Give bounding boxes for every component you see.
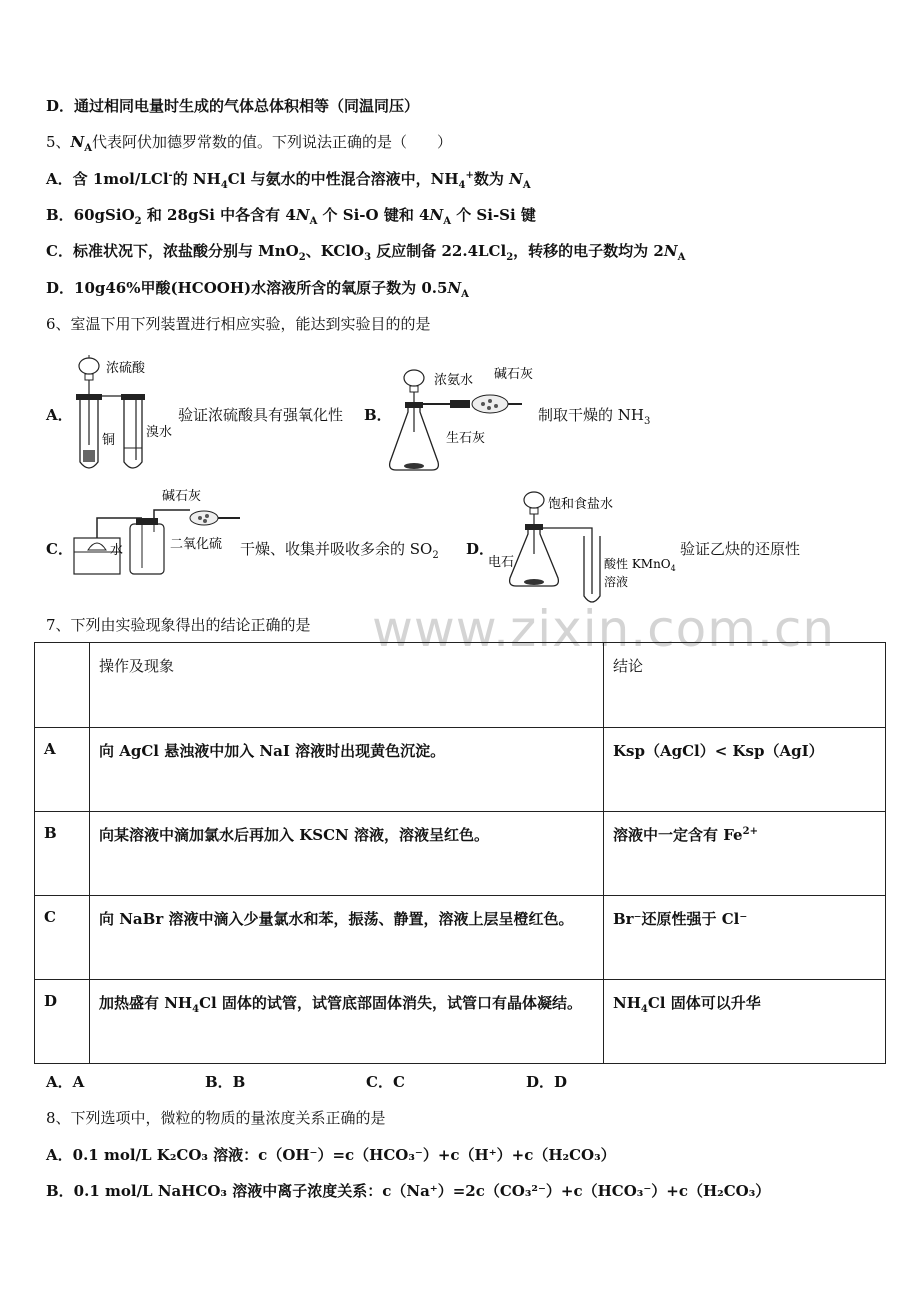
q6-c-label: C． xyxy=(46,540,73,558)
apparatus-c-diagram xyxy=(70,488,242,578)
apparatus-a-diagram xyxy=(66,350,176,475)
q6-b-text: 制取干燥的 $NH_3$ xyxy=(538,406,651,427)
q5-option-d: D．10g46%甲酸(HCOOH)水溶液所含的氧原子数为 $0.5N_A$ xyxy=(46,279,469,300)
apparatus-d-label-2: 电石 xyxy=(488,555,515,570)
q4-option-d: D．通过相同电量时生成的气体总体积相等（同温同压） xyxy=(46,97,420,115)
apparatus-b-label-2: 碱石灰 xyxy=(494,367,534,382)
apparatus-a-label-3: 溴水 xyxy=(146,425,173,440)
q6-d-text: 验证乙炔的还原性 xyxy=(680,540,801,558)
q7-table xyxy=(34,642,886,1064)
apparatus-c-label-2: 水 xyxy=(110,543,124,558)
table-header-cell xyxy=(35,643,90,728)
q5-option-c: C．标准状况下，浓盐酸分别与 MnO$_2$、KClO$_3$ 反应制备 22.4LCl$_2$，转移的电子数均为 $2N_A$ xyxy=(46,242,686,263)
table-header-cell: 结论 xyxy=(604,643,886,728)
apparatus-a-label-1: 浓硫酸 xyxy=(106,361,146,376)
apparatus-b-diagram xyxy=(390,362,534,474)
q7-choice-a: A．A xyxy=(46,1073,85,1091)
row-key: A xyxy=(35,728,90,812)
row-conclusion: $NH_4Cl$ 固体可以升华 xyxy=(604,980,886,1064)
q6-stem: 6、室温下用下列装置进行相应实验，能达到实验目的的是 xyxy=(46,315,431,333)
apparatus-d-label-4: 溶液 xyxy=(604,575,629,589)
row-conclusion: Br⁻还原性强于 Cl⁻ xyxy=(604,896,886,980)
table-row xyxy=(35,812,886,896)
apparatus-d-diagram xyxy=(488,484,676,608)
table-header-cell: 操作及现象 xyxy=(90,643,604,728)
table-row xyxy=(35,896,886,980)
table-header-row xyxy=(35,643,886,728)
row-key: D xyxy=(35,980,90,1064)
table-row xyxy=(35,728,886,812)
apparatus-c-label-1: 碱石灰 xyxy=(162,489,202,504)
watermark: www.zixin.com.cn xyxy=(372,600,836,658)
row-conclusion: Ksp（AgCl）< Ksp（AgI） xyxy=(604,728,886,812)
q7-choice-d: D．D xyxy=(526,1073,568,1091)
q6-b-label: B． xyxy=(364,406,392,424)
q6-a-label: A． xyxy=(46,406,73,424)
apparatus-b-label-3: 生石灰 xyxy=(446,431,486,446)
apparatus-d-label-3: 酸性 KMnO$_4$ xyxy=(604,557,676,573)
q8-stem: 8、下列选项中，微粒的物质的量浓度关系正确的是 xyxy=(46,1109,386,1127)
q5-stem: 5、$N_A$代表阿伏加德罗常数的值。下列说法正确的是（ ） xyxy=(46,133,453,154)
q8-option-a: A．0.1 mol/L K₂CO₃ 溶液：c（OH⁻）=c（HCO₃⁻）+c（H⁺）+c（H₂CO₃） xyxy=(46,1146,616,1164)
apparatus-b-label-1: 浓氨水 xyxy=(434,373,474,388)
q6-d-label: D． xyxy=(466,540,495,558)
table-row xyxy=(35,980,886,1064)
row-operation: 向某溶液中滴加氯水后再加入 KSCN 溶液，溶液呈红色。 xyxy=(90,812,604,896)
q5-option-b: B．60gSiO$_2$ 和 28gSi 中各含有 $4N_A$ 个 Si-O 键和 $4N_A$ 个 Si-Si 键 xyxy=(46,206,536,227)
q7-stem: 7、下列由实验现象得出的结论正确的是 xyxy=(46,616,311,634)
row-key: C xyxy=(35,896,90,980)
q5-option-a: A．含 1mol/LCl-的 $NH_4Cl$ 与氨水的中性混合溶液中，$NH_4^+$数为 $N_A$ xyxy=(46,170,531,191)
row-operation: 向 NaBr 溶液中滴入少量氯水和苯，振荡、静置，溶液上层呈橙红色。 xyxy=(90,896,604,980)
row-operation: 加热盛有 $NH_4Cl$ 固体的试管，试管底部固体消失，试管口有晶体凝结。 xyxy=(90,980,604,1064)
q7-choice-b: B．B xyxy=(205,1073,246,1091)
q8-option-b: B．0.1 mol/L NaHCO₃ 溶液中离子浓度关系：c（Na⁺）=2c（CO₃²⁻）+c（HCO₃⁻）+c（H₂CO₃） xyxy=(46,1182,771,1200)
row-key: B xyxy=(35,812,90,896)
apparatus-c-label-3: 二氧化硫 xyxy=(170,537,223,552)
apparatus-a-label-2: 铜 xyxy=(102,433,116,448)
q6-a-text: 验证浓硫酸具有强氧化性 xyxy=(178,406,344,424)
apparatus-d-label-1: 饱和食盐水 xyxy=(548,497,614,512)
q6-c-text: 干燥、收集并吸收多余的 $SO_2$ xyxy=(240,540,439,561)
row-conclusion: 溶液中一定含有 $Fe^{2+}$ xyxy=(604,812,886,896)
row-operation: 向 AgCl 悬浊液中加入 NaI 溶液时出现黄色沉淀。 xyxy=(90,728,604,812)
q7-choice-c: C．C xyxy=(366,1073,405,1091)
